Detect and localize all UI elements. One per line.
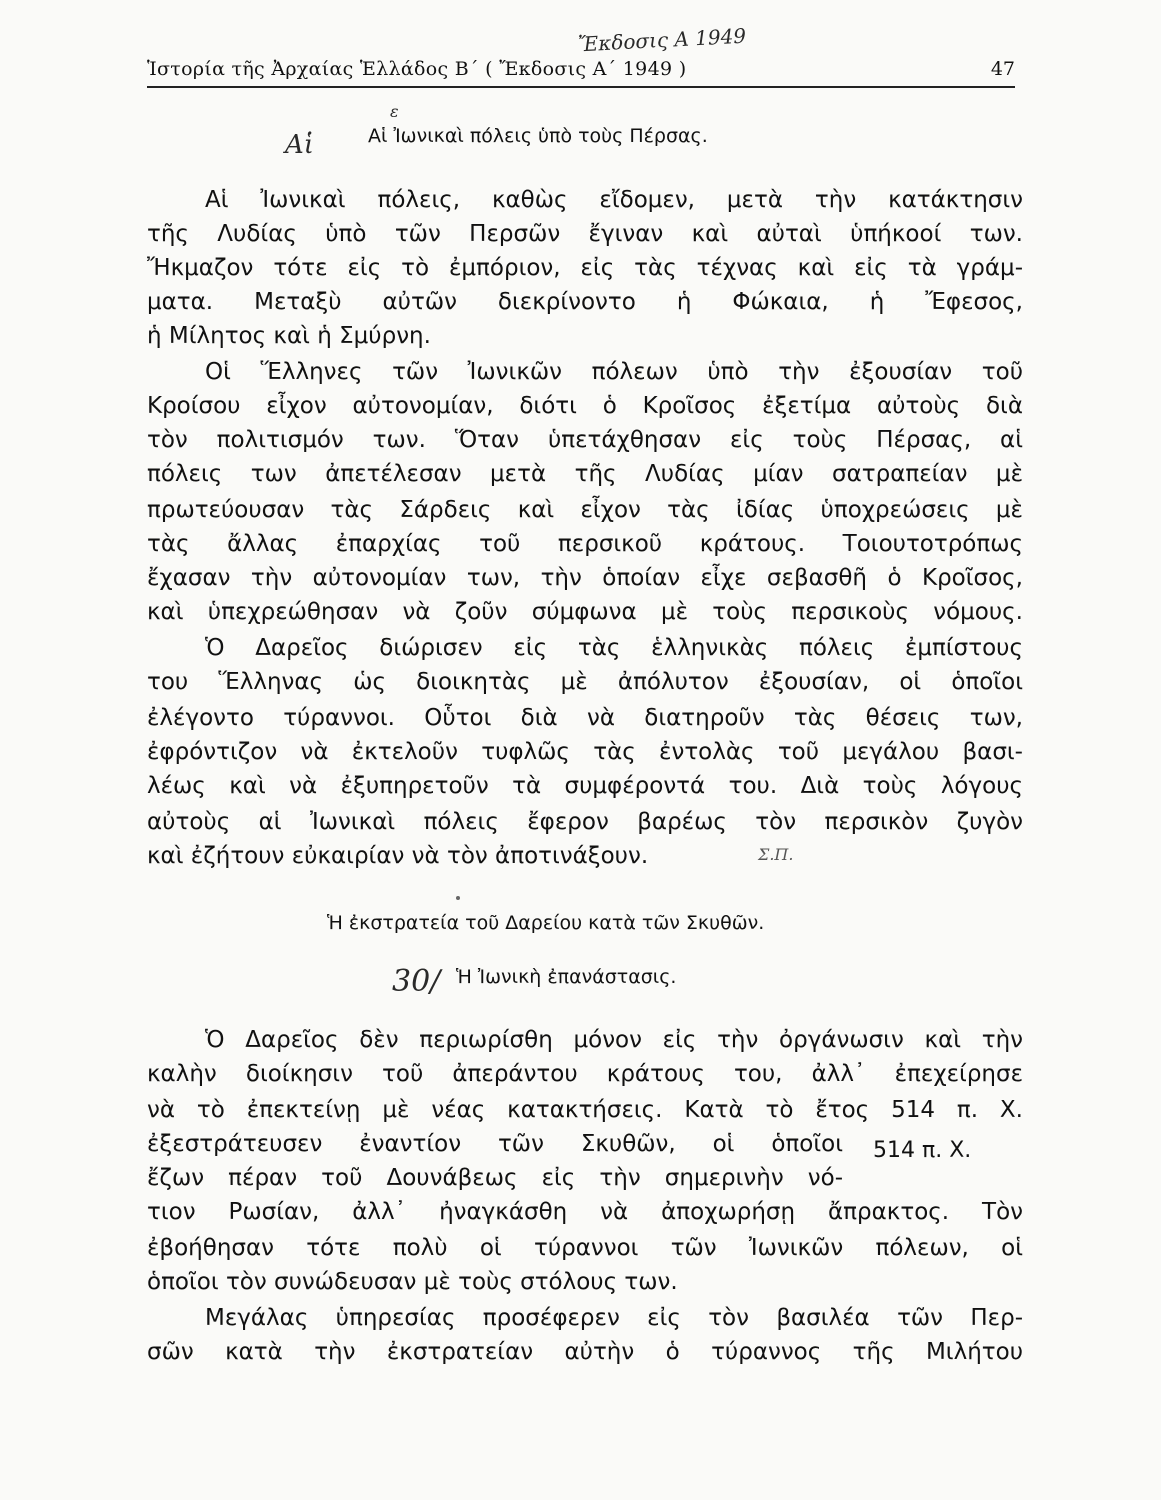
handwritten-number: 30/ (392, 964, 441, 999)
text-line: πρωτεύουσαν τὰς Σάρδεις καὶ εἶχον τὰς ἰδίας ὑποχρεώσεις μὲ (147, 497, 1023, 523)
text-line: ἐφρόντιζον νὰ ἐκτελοῦν τυφλῶς τὰς ἐντολὰς τοῦ μεγάλου βασι- (147, 739, 1023, 765)
text-line: λέως καὶ νὰ ἐξυπηρετοῦν τὰ συμφέροντά του. Διὰ τοὺς λόγους (147, 773, 1023, 799)
text-line: τῆς Λυδίας ὑπὸ τῶν Περσῶν ἔγιναν καὶ αὐταὶ ὑπήκοοί των. (147, 221, 1023, 247)
text-line: καὶ ὑπεχρεώθησαν νὰ ζοῦν σύμφωνα μὲ τοὺς περσικοὺς νόμους. (147, 599, 1023, 625)
text-line: Ὁ Δαρεῖος διώρισεν εἰς τὰς ἑλληνικὰς πόλεις ἐμπίστους (205, 635, 1023, 661)
text-line: αὐτοὺς αἱ Ἰωνικαὶ πόλεις ἔφερον βαρέως τὸν περσικὸν ζυγὸν (147, 809, 1023, 835)
text-line: ἐξεστράτευσεν ἐναντίον τῶν Σκυθῶν, οἱ ὁποῖοι (147, 1131, 843, 1157)
text-line: σῶν κατὰ τὴν ἐκστρατείαν αὐτὴν ὁ τύραννος τῆς Μιλήτου (147, 1339, 1023, 1365)
handwritten-mark: Αἱ (285, 130, 314, 160)
page-number: 47 (990, 58, 1015, 80)
text-line: τιον Ρωσίαν, ἀλλ᾿ ἠναγκάσθη νὰ ἀποχωρήσῃ ἄπρακτος. Τὸν (147, 1199, 1023, 1225)
text-line: τὰς ἄλλας ἐπαρχίας τοῦ περσικοῦ κράτους. Τοιουτοτρόπως (147, 531, 1023, 557)
text-line: καὶ ἐζήτουν εὐκαιρίαν νὰ τὸν ἀποτινάξουν. (147, 843, 649, 869)
handwritten-note-top: Ἔκδοσις Α 1949 (577, 23, 747, 57)
handwritten-scribble: Σ.Π. (758, 845, 794, 864)
text-line: ματα. Μεταξὺ αὐτῶν διεκρίνοντο ἡ Φώκαια, ἡ Ἔφεσος, (147, 289, 1023, 315)
text-line: Ἤκμαζον τότε εἰς τὸ ἐμπόριον, εἰς τὰς τέχνας καὶ εἰς τὰ γράμ- (147, 255, 1023, 281)
running-header (147, 56, 1015, 88)
text-line: Αἱ Ἰωνικαὶ πόλεις, καθὼς εἴδομεν, μετὰ τὴν κατάκτησιν (205, 187, 1023, 213)
text-line: ἡ Μίλητος καὶ ἡ Σμύρνη. (147, 323, 431, 349)
header-rule (147, 86, 1015, 88)
text-line: ὁποῖοι τὸν συνώδευσαν μὲ τοὺς στόλους των. (147, 1269, 678, 1295)
text-line: Οἱ Ἕλληνες τῶν Ἰωνικῶν πόλεων ὑπὸ τὴν ἐξουσίαν τοῦ (205, 359, 1023, 385)
text-line: ἐλέγοντο τύραννοι. Οὗτοι διὰ νὰ διατηροῦν τὰς θέσεις των, (147, 705, 1023, 731)
text-line: Ὁ Δαρεῖος δὲν περιωρίσθη μόνον εἰς τὴν ὀργάνωσιν καὶ τὴν (205, 1027, 1023, 1053)
section-heading-ionian-cities: Αἱ Ἰωνικαὶ πόλεις ὑπὸ τοὺς Πέρσας. (368, 125, 708, 147)
text-line: καλὴν διοίκησιν τοῦ ἀπεράντου κράτους του, ἀλλ᾿ ἐπεχείρησε (147, 1061, 1023, 1087)
text-line: ἔχασαν τὴν αὐτονομίαν των, τὴν ὁποίαν εἶχε σεβασθῆ ὁ Κροῖσος, (147, 565, 1023, 591)
text-line: Μεγάλας ὑπηρεσίας προσέφερεν εἰς τὸν βασιλέα τῶν Περ- (205, 1305, 1023, 1331)
text-line: ἐβοήθησαν τότε πολὺ οἱ τύραννοι τῶν Ἰωνικῶν πόλεων, οἱ (147, 1235, 1023, 1261)
text-line: πόλεις των ἀπετέλεσαν μετὰ τῆς Λυδίας μίαν σατραπείαν μὲ (147, 461, 1023, 487)
text-line: τὸν πολιτισμόν των. Ὅταν ὑπετάχθησαν εἰς τοὺς Πέρσας, αἱ (147, 427, 1023, 453)
section-subheading-ionian-revolt: Ἡ Ἰωνικὴ ἐπανάστασις. (456, 966, 677, 988)
section-heading-scythian-campaign: Ἡ ἐκστρατεία τοῦ Δαρείου κατὰ τῶν Σκυθῶν. (327, 912, 765, 934)
handwritten-letter: ε (390, 102, 399, 121)
ink-speck (456, 896, 460, 900)
text-line: ἔζων πέραν τοῦ Δουνάβεως εἰς τὴν σημερινὴν νό- (147, 1165, 843, 1191)
margin-date-note: 514 π. Χ. (873, 1138, 972, 1163)
text-line: νὰ τὸ ἐπεκτείνῃ μὲ νέας κατακτήσεις. Κατὰ τὸ ἔτος 514 π. Χ. (147, 1097, 1023, 1123)
running-title: Ἱστορία τῆς Ἀρχαίας Ἑλλάδος Β΄ ( Ἔκδοσις Α΄ 1949 ) (147, 58, 687, 80)
text-line: του Ἕλληνας ὡς διοικητὰς μὲ ἀπόλυτον ἐξουσίαν, οἱ ὁποῖοι (147, 669, 1023, 695)
text-line: Κροίσου εἶχον αὐτονομίαν, διότι ὁ Κροῖσος ἐξετίμα αὐτοὺς διὰ (147, 393, 1023, 419)
